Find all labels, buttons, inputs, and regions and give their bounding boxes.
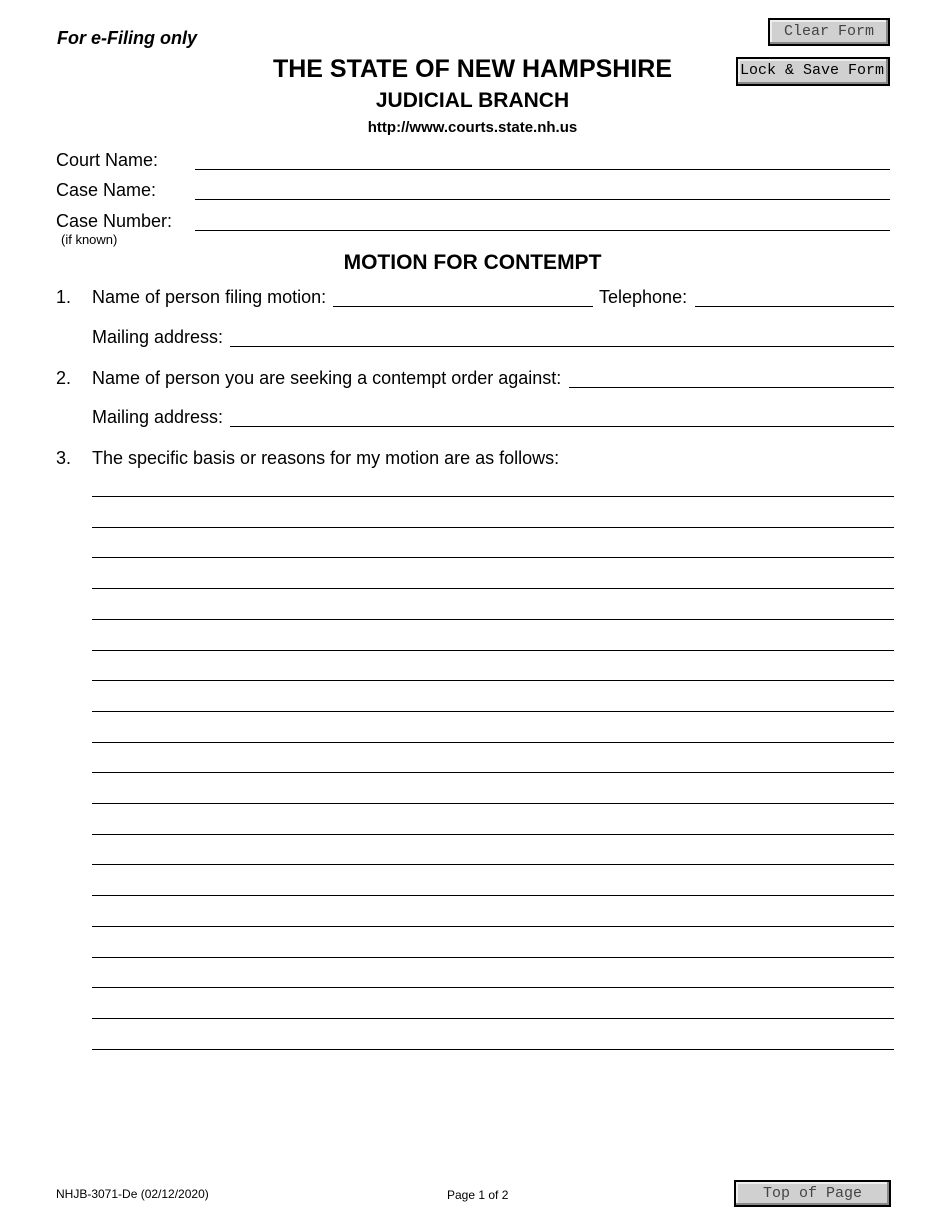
page-number: Page 1 of 2 (447, 1188, 509, 1202)
filer-name-field[interactable] (333, 286, 593, 307)
reason-line[interactable] (92, 803, 894, 804)
court-url: http://www.courts.state.nh.us (367, 119, 578, 136)
filer-telephone-field[interactable] (695, 286, 894, 307)
reason-line[interactable] (92, 619, 894, 620)
filer-mailing-address-field[interactable] (230, 326, 894, 347)
item1-number: 1. (56, 287, 72, 307)
reason-line[interactable] (92, 834, 894, 835)
reason-line[interactable] (92, 772, 894, 773)
top-of-page-button[interactable]: Top of Page (734, 1180, 891, 1207)
reason-line[interactable] (92, 650, 894, 651)
case-number-label: Case Number: (56, 211, 173, 231)
reason-line[interactable] (92, 895, 894, 896)
respondent-mailing-address-field[interactable] (230, 406, 894, 427)
reason-line[interactable] (92, 1049, 894, 1050)
case-number-field[interactable] (195, 210, 890, 231)
item1-name-label: Name of person filing motion: (92, 287, 327, 307)
reason-line[interactable] (92, 711, 894, 712)
item2-name-label: Name of person you are seeking a contempt order against: (92, 368, 562, 388)
court-name-label: Court Name: (56, 150, 159, 170)
item1-phone-label: Telephone: (599, 287, 688, 307)
reason-line[interactable] (92, 742, 894, 743)
reason-line[interactable] (92, 1018, 894, 1019)
case-number-note: (if known) (61, 232, 118, 247)
reason-line[interactable] (92, 496, 894, 497)
item3-label: The specific basis or reasons for my motion are as follows: (92, 448, 560, 468)
reason-line[interactable] (92, 926, 894, 927)
reason-line[interactable] (92, 680, 894, 681)
reason-line[interactable] (92, 957, 894, 958)
item2-number: 2. (56, 368, 72, 388)
state-title: THE STATE OF NEW HAMPSHIRE (272, 55, 673, 83)
case-name-label: Case Name: (56, 180, 157, 200)
respondent-name-field[interactable] (569, 367, 894, 388)
form-id: NHJB-3071-De (02/12/2020) (56, 1187, 209, 1201)
form-title: MOTION FOR CONTEMPT (343, 251, 602, 274)
reason-line[interactable] (92, 588, 894, 589)
reason-line[interactable] (92, 527, 894, 528)
clear-form-button[interactable]: Clear Form (768, 18, 890, 46)
reason-line[interactable] (92, 557, 894, 558)
lock-save-form-button[interactable]: Lock & Save Form (736, 57, 890, 86)
reason-line[interactable] (92, 864, 894, 865)
item2-mailing-label: Mailing address: (92, 407, 224, 427)
court-name-field[interactable] (195, 149, 890, 170)
branch-title: JUDICIAL BRANCH (375, 89, 570, 112)
efiling-label: For e-Filing only (57, 28, 197, 48)
item3-number: 3. (56, 448, 72, 468)
case-name-field[interactable] (195, 179, 890, 200)
item1-mailing-label: Mailing address: (92, 327, 224, 347)
reason-line[interactable] (92, 987, 894, 988)
